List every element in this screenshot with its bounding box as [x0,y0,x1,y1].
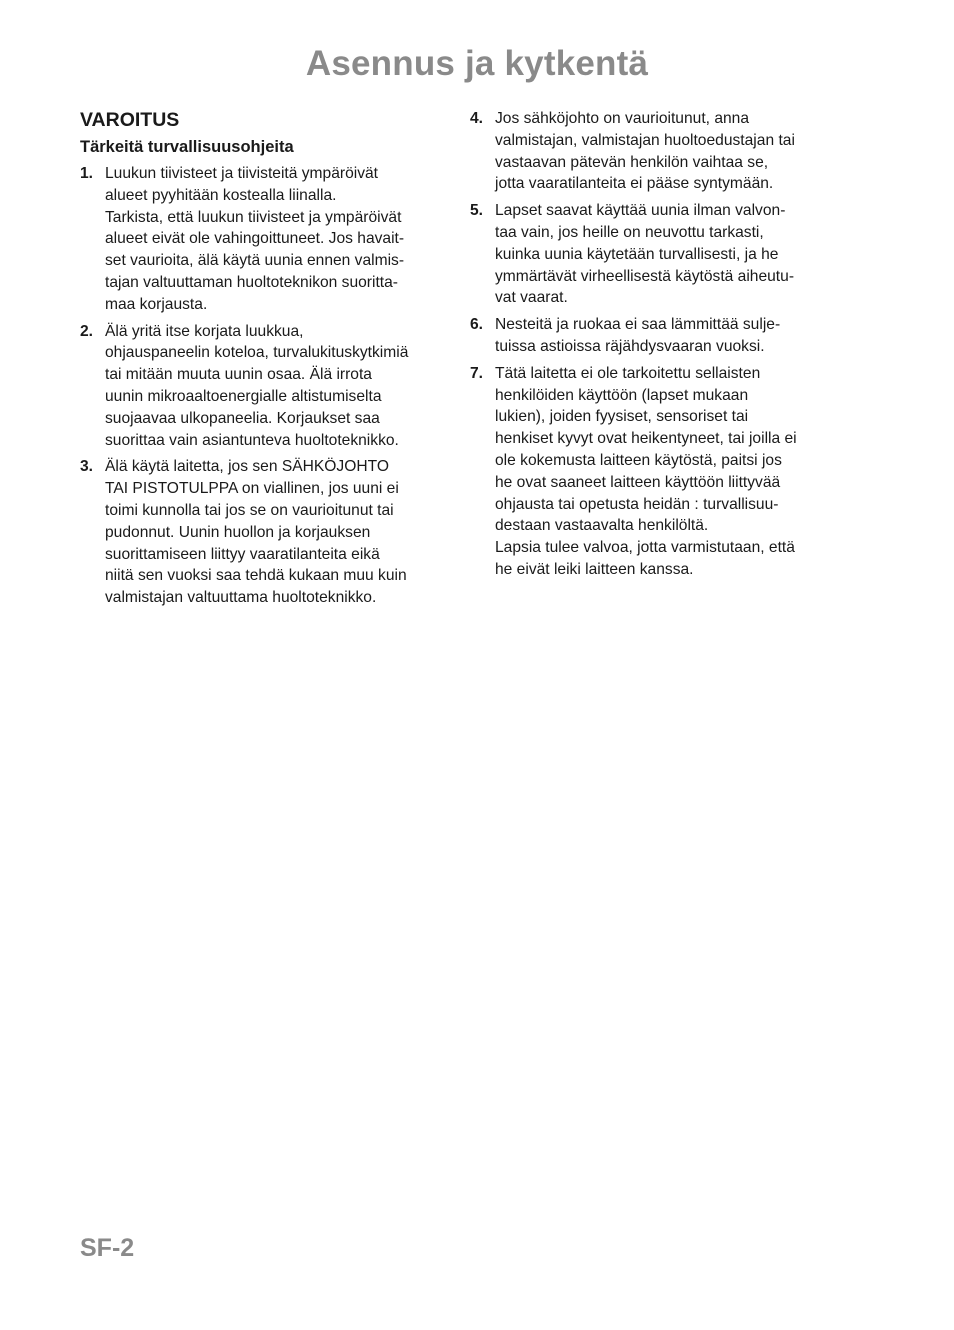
safety-item-3 [80,456,452,609]
item-number: 6. [470,316,484,334]
item-text [105,321,452,452]
safety-item-7 [470,363,842,581]
item-line: valmistajan, valmistajan huoltoedustajan tai [495,131,795,149]
item-line: ymmärtävät virheellisestä käytöstä aiheutu- [495,267,795,285]
item-line: ohjausta tai opetusta heidän : turvallisuu- [495,495,779,513]
right-column [470,108,842,586]
item-line: Jos sähköjohto on vaurioitunut, anna [495,110,750,127]
item-line: suorittaa vain asiantunteva huoltoteknikko. [105,431,399,449]
item-line: Luukun tiivisteet ja tiivisteitä ympäröivät [105,165,379,182]
item-line: Tarkista, että luukun tiivisteet ja ympäröivät [105,208,402,226]
item-line: toimi kunnolla tai jos se on vaurioitunut tai [105,501,394,519]
item-line: Lapsia tulee valvoa, jotta varmistutaan, että [495,539,795,557]
item-line: tuissa astioissa räjähdysvaaran vuoksi. [495,337,765,355]
item-number: 7. [470,364,484,382]
item-line: vat vaarat. [495,289,568,307]
item-line: henkiset kyvyt ovat heikentyneet, tai joilla ei [495,430,797,448]
item-text [495,363,842,581]
item-number: 3. [80,458,94,476]
item-number: 5. [470,202,484,220]
page-number: SF-2 [80,1234,135,1262]
item-line: pudonnut. Uunin huollon ja korjauksen [105,523,371,541]
item-line: niitä sen vuoksi saa tehdä kukaan muu kuin [105,567,407,585]
item-number: 1. [80,165,94,182]
item-text [105,163,452,316]
item-line: henkilöiden käyttöön (lapset mukaan [495,386,749,404]
item-line: ole kokemusta laitteen käytöstä, paitsi jos [495,451,782,469]
item-line: TAI PISTOTULPPA on viallinen, jos uuni ei [105,480,399,498]
safety-item-6 [470,314,842,358]
item-line: maa korjausta. [105,295,208,313]
item-line: taa vain, jos heille on neuvottu tarkasti, [495,223,764,241]
item-line: he ovat saaneet laitteen käyttöön liittyvää [495,473,781,491]
item-line: tai mitään muuta uunin osaa. Älä irrota [105,366,372,384]
item-line: lukien), joiden fyysiset, sensoriset tai [495,408,749,426]
item-text [495,314,842,358]
safety-item-2 [80,321,452,452]
safety-item-4 [470,108,842,195]
item-line: he eivät leiki laitteen kanssa. [495,560,694,578]
safety-item-5 [470,200,842,309]
item-line: alueet pyyhitään kostealla liinalla. [105,186,337,204]
item-line: Lapset saavat käyttää uunia ilman valvon- [495,202,786,220]
item-line: valmistajan valtuuttama huoltoteknikko. [105,589,377,607]
item-line: kuinka uunia käytetään turvallisesti, ja he [495,245,779,263]
item-line: Älä käytä laitetta, jos sen SÄHKÖJOHTO [105,458,389,476]
item-line: Älä yritä itse korjata luukkua, [105,322,304,340]
item-line: suojaavaa ulkopaneelia. Korjaukset saa [105,409,380,427]
left-column [80,108,452,614]
item-line: vastaavan pätevän henkilön vaihtaa se, [495,153,769,171]
safety-item-1 [80,163,452,316]
item-line: uunin mikroaaltoenergialle altistumiselta [105,387,382,405]
item-line: Nesteitä ja ruokaa ei saa lämmittää sulje- [495,316,781,334]
item-line: destaan vastaavalta henkilöltä. [495,517,709,535]
item-line: suorittamiseen liittyy vaaratilanteita eikä [105,545,380,563]
item-line: Tätä laitetta ei ole tarkoitettu sellaisten [495,364,761,382]
item-text [495,108,842,195]
safety-subheading: Tärkeitä turvallisuusohjeita [80,138,294,156]
page-title: Asennus ja kytkentä [305,44,649,83]
warning-heading: VAROITUS [80,109,180,131]
item-line: jotta vaaratilanteita ei pääse syntymään. [495,175,774,193]
item-text [495,200,842,309]
item-text [105,456,452,609]
item-line: set vaurioita, älä käytä uunia ennen valmis- [105,252,405,270]
item-line: alueet eivät ole vahingoittuneet. Jos havait- [105,230,405,248]
item-line: ohjauspaneelin koteloa, turvalukituskytkimiä [105,344,409,362]
item-number: 2. [80,322,94,340]
item-number: 4. [470,110,484,127]
item-line: tajan valtuuttaman huoltoteknikon suoritta- [105,273,398,291]
